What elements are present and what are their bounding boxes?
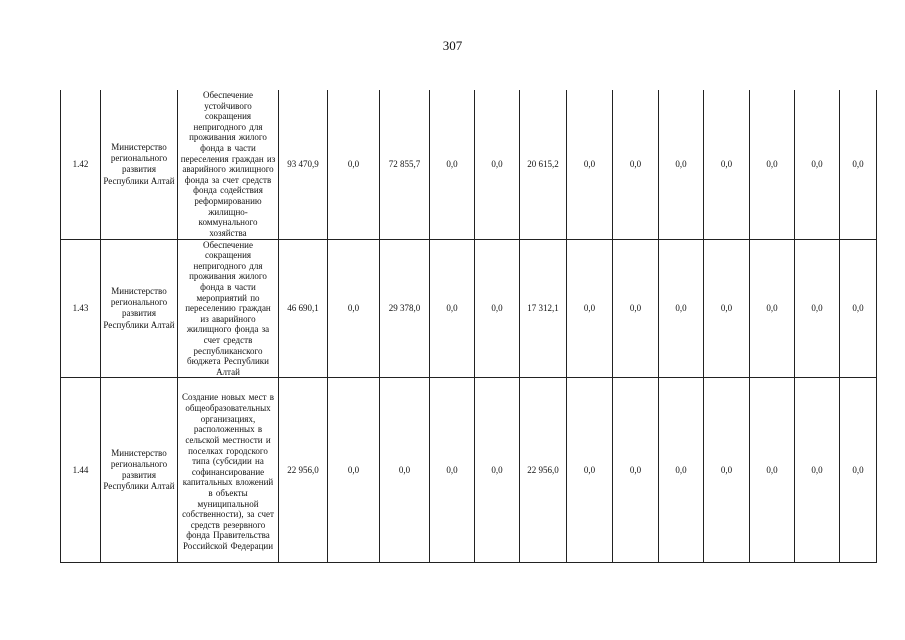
- value-cell: 0,0: [430, 239, 475, 378]
- value-cell: 0,0: [840, 90, 877, 239]
- table-row: [61, 90, 877, 239]
- value-cell: 0,0: [567, 90, 613, 239]
- value-cell: 46 690,1: [279, 239, 328, 378]
- row-number: 1.44: [61, 378, 101, 562]
- activity-description: Обеспечение сокращения непригодного для проживания жилого фонда в части мероприятий по переселению граждан из аварийного жилищного фонда за счет средств республиканского бюджета Республики Алтай: [178, 239, 279, 378]
- value-cell: 0,0: [750, 90, 795, 239]
- value-cell: 0,0: [613, 378, 659, 562]
- value-cell: 0,0: [704, 239, 750, 378]
- table-row: [61, 378, 877, 562]
- value-cell: 0,0: [567, 378, 613, 562]
- activity-description: Создание новых мест в общеобразовательных организациях, расположенных в сельской местности и поселках городского типа (субсидии на софинансирование капитальных вложений в объекты муниципальной собственности), за счет средств резервного фонда Правительства Российской Федерации: [178, 378, 279, 562]
- value-cell: 0,0: [328, 90, 380, 239]
- value-cell: 0,0: [380, 378, 430, 562]
- value-cell: 0,0: [750, 239, 795, 378]
- row-number: 1.43: [61, 239, 101, 378]
- value-cell: 0,0: [430, 378, 475, 562]
- value-cell: 0,0: [613, 90, 659, 239]
- responsible-executor: Министерство регионального развития Республики Алтай: [101, 239, 178, 378]
- value-cell: 0,0: [659, 378, 704, 562]
- value-cell: 0,0: [659, 239, 704, 378]
- responsible-executor: Министерство регионального развития Республики Алтай: [101, 378, 178, 562]
- value-cell: 0,0: [750, 378, 795, 562]
- row-number: 1.42: [61, 90, 101, 239]
- value-cell: 0,0: [328, 239, 380, 378]
- activity-description: Обеспечение устойчивого сокращения непригодного для проживания жилого фонда в части переселения граждан из аварийного жилищного фонда за счет средств фонда содействия реформированию жилищно-коммунального хозяйства: [178, 90, 279, 239]
- value-cell: 0,0: [840, 239, 877, 378]
- value-cell: 0,0: [475, 90, 520, 239]
- value-cell: 0,0: [840, 378, 877, 562]
- value-cell: 0,0: [613, 239, 659, 378]
- value-cell: 17 312,1: [520, 239, 567, 378]
- value-cell: 22 956,0: [279, 378, 328, 562]
- value-cell: 0,0: [795, 239, 840, 378]
- value-cell: 0,0: [475, 239, 520, 378]
- responsible-executor: Министерство регионального развития Республики Алтай: [101, 90, 178, 239]
- value-cell: 72 855,7: [380, 90, 430, 239]
- value-cell: 0,0: [795, 90, 840, 239]
- value-cell: 0,0: [567, 239, 613, 378]
- value-cell: 0,0: [430, 90, 475, 239]
- value-cell: 0,0: [704, 378, 750, 562]
- table-row: [61, 239, 877, 378]
- program-activities-table: [60, 90, 877, 563]
- value-cell: 93 470,9: [279, 90, 328, 239]
- value-cell: 0,0: [704, 90, 750, 239]
- value-cell: 0,0: [475, 378, 520, 562]
- value-cell: 0,0: [659, 90, 704, 239]
- value-cell: 0,0: [328, 378, 380, 562]
- value-cell: 22 956,0: [520, 378, 567, 562]
- value-cell: 29 378,0: [380, 239, 430, 378]
- value-cell: 0,0: [795, 378, 840, 562]
- page-number: 307: [442, 38, 463, 53]
- value-cell: 20 615,2: [520, 90, 567, 239]
